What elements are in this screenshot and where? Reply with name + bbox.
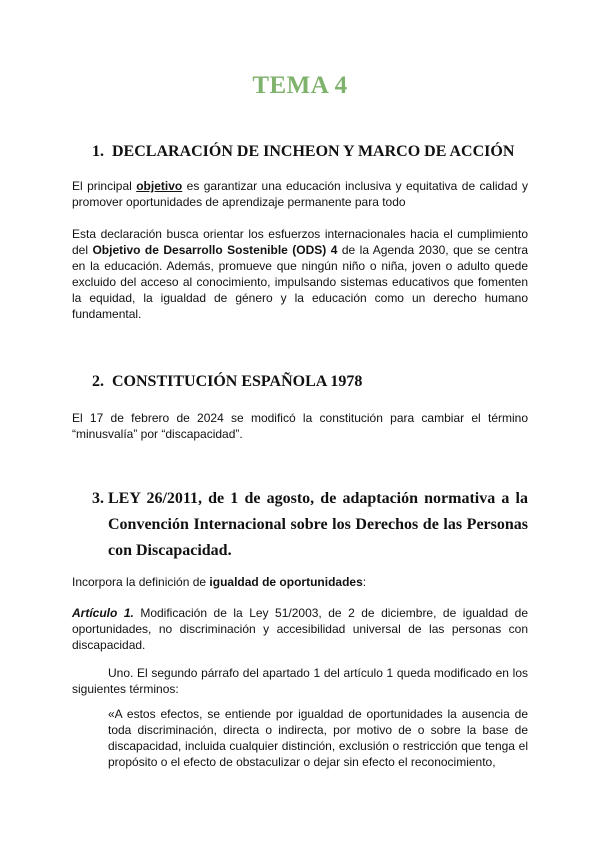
section-1-paragraph-2 (72, 226, 528, 322)
section-1-title: DECLARACIÓN DE INCHEON Y MARCO DE ACCIÓN (112, 143, 515, 160)
section-2-heading (92, 373, 362, 391)
text: : (362, 575, 367, 589)
section-3-title: LEY 26/2011, de 1 de agosto, de adaptación normativa a la Convención Internacional sobre los Derechos de las Personas con Discapacidad. (108, 490, 528, 559)
articulo-1-label: Artículo 1. (72, 606, 134, 620)
text: El principal (72, 179, 137, 193)
text: Esta declaración busca orientar los esfuerzos internacionales hacia el cumplimiento del (72, 227, 528, 257)
text: de la Agenda 2030, que se centra en la educación. Además, promueve que ningún niño o niña, joven o adulto quede excluido del acceso al conocimiento, impulsando sistemas educativos que fomenten la equidad, la igualdad de género y la educación como un derecho humano fundamental. (72, 243, 529, 321)
igualdad-emphasis: igualdad de oportunidades (209, 575, 363, 589)
section-3-paragraph-1 (72, 574, 528, 590)
section-3-number: 3. (92, 490, 104, 507)
section-2-title: CONSTITUCIÓN ESPAÑOLA 1978 (112, 373, 363, 390)
articulo-1-paragraph (72, 605, 528, 653)
section-2-paragraph: El 17 de febrero de 2024 se modificó la constitución para cambiar el término “minusvalía” por “discapacidad”. (72, 411, 528, 441)
ods-emphasis: Objetivo de Desarrollo Sostenible (ODS) 4 (92, 243, 338, 257)
text: Modificación de la Ley 51/2003, de 2 de diciembre, de igualdad de oportunidades, no discriminación y accesibilidad universal de las personas con discapacidad. (72, 606, 528, 652)
section-2-number: 2. (92, 373, 104, 390)
objetivo-emphasis: objetivo (136, 179, 183, 193)
quoted-definition: «A estos efectos, se entiende por igualdad de oportunidades la ausencia de toda discriminación, directa o indirecta, por motivo de o sobre la base de discapacidad, incluida cualquier distinción, exclusión o restricción que tenga el propósito o el efecto de obstaculizar o dejar sin efecto el reconocimiento, (108, 707, 528, 769)
text: es garantizar una educación inclusiva y equitativa de calidad y promover oportunidades de aprendizaje permanente para todo (72, 179, 529, 209)
section-1-heading (92, 143, 514, 161)
uno-paragraph: Uno. El segundo párrafo del apartado 1 del artículo 1 queda modificado en los siguientes términos: (72, 666, 528, 696)
section-3-heading (92, 486, 528, 564)
section-1-number: 1. (92, 143, 104, 160)
section-1-paragraph-1 (72, 178, 528, 210)
text: Incorpora la definición de (72, 575, 210, 589)
page-title: TEMA 4 (252, 72, 348, 99)
